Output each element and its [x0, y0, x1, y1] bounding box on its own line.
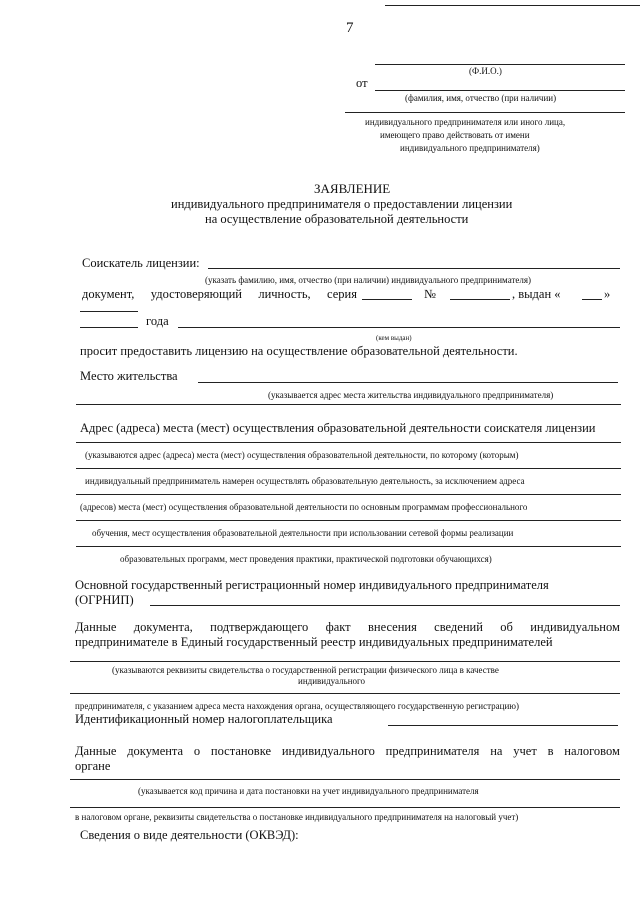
registry-word: внесения — [368, 620, 417, 634]
issuer-field[interactable] — [178, 327, 620, 328]
document-row — [82, 287, 357, 302]
issuer-hint: (кем выдан) — [376, 334, 412, 342]
fio-label: (Ф.И.О.) — [469, 66, 502, 76]
registry-word: факт — [325, 620, 351, 634]
fullname-line-2[interactable] — [345, 112, 625, 113]
tax-hint-2: в налоговом органе, реквизиты свидетельства о постановке индивидуального предпринимателя на налоговый учет) — [75, 812, 519, 822]
tax-word: в — [547, 744, 554, 758]
address-hint-2: индивидуальный предприниматель намерен осуществлять образовательную деятельность, за исключением адреса — [85, 476, 525, 486]
inn-field[interactable] — [388, 725, 618, 726]
residence-label: Место жительства — [80, 369, 178, 383]
ogrnip-abbr: (ОГРНИП) — [75, 593, 134, 607]
number-sign: № — [424, 287, 436, 301]
address-field-3[interactable] — [76, 494, 621, 495]
tax-label-row — [75, 744, 620, 759]
registry-word: индивидуальном — [530, 620, 620, 634]
year-label: года — [146, 314, 169, 328]
header-hint-3: индивидуального предпринимателя) — [400, 143, 540, 153]
title-line-1: индивидуального предпринимателя о предоставлении лицензии — [171, 197, 513, 211]
registry-hint-3: предпринимателя, с указанием адреса места нахождения органа, осуществляющего государственную регистрацию) — [75, 701, 519, 711]
doc-word: документ, — [82, 287, 135, 301]
tax-word: на — [490, 744, 503, 758]
ogrnip-label: Основной государственный регистрационный номер индивидуального предпринимателя — [75, 578, 549, 592]
doc-word: удостоверяющий — [150, 287, 242, 301]
applicant-name-field[interactable] — [208, 268, 620, 269]
address-hint-3: (адресов) места (мест) осуществления образовательной деятельности по основным программам профессионального — [80, 502, 528, 512]
doc-word: серия — [327, 287, 357, 301]
tax-word: Данные — [75, 744, 117, 758]
ot-label: от — [356, 76, 368, 90]
address-hint-1: (указываются адрес (адреса) места (мест) осуществления образовательной деятельности, по которому (которым) — [85, 450, 519, 460]
registry-word: Данные — [75, 620, 117, 634]
issue-year-field[interactable] — [80, 327, 138, 328]
address-hint-4: обучения, мест осуществления образовательной деятельности при использовании сетевой формы реализации — [92, 528, 514, 538]
address-label: Адрес (адреса) места (мест) осуществления образовательной деятельности соискателя лицензии — [80, 421, 596, 435]
number-field[interactable] — [450, 299, 510, 300]
title-line-2: на осуществление образовательной деятельности — [205, 212, 469, 226]
registry-word: сведений — [434, 620, 483, 634]
tax-hint-1: (указывается код причина и дата постановки на учет индивидуального предпринимателя — [138, 786, 479, 796]
tax-word: учет — [513, 744, 537, 758]
address-field-2[interactable] — [76, 468, 621, 469]
inn-label: Идентификационный номер налогоплательщика — [75, 712, 333, 726]
address-hint-5: образовательных программ, мест проведения практики, практической подготовки обучающихся) — [120, 554, 492, 564]
applicant-label: Соискатель лицензии: — [82, 256, 200, 270]
tax-word: документа — [127, 744, 184, 758]
request-text: просит предоставить лицензию на осуществление образовательной деятельности. — [80, 344, 518, 358]
tax-label-2: органе — [75, 759, 111, 773]
applicant-hint: (указать фамилию, имя, отчество (при наличии) индивидуального предпринимателя) — [205, 275, 532, 285]
header-hint-1: индивидуального предпринимателя или иного лица, — [365, 117, 566, 127]
quote-close: » — [604, 287, 611, 301]
residence-field[interactable] — [198, 382, 618, 383]
tax-word: предпринимателя — [385, 744, 480, 758]
page-number: 7 — [346, 20, 354, 36]
registry-label-row — [75, 620, 620, 635]
top-border-line — [385, 5, 640, 6]
address-field-1[interactable] — [76, 442, 621, 443]
tax-word: налоговом — [564, 744, 620, 758]
tax-field-2[interactable] — [70, 807, 620, 808]
registry-label-2: предпринимателе в Единый государственный реестр индивидуальных предпринимателей — [75, 635, 553, 649]
registry-word: подтверждающего — [210, 620, 309, 634]
tax-word: постановке — [210, 744, 272, 758]
issue-day-field[interactable] — [582, 299, 602, 300]
registry-field-1[interactable] — [70, 661, 620, 662]
fullname-line[interactable] — [375, 90, 625, 91]
registry-word: документа, — [133, 620, 193, 634]
tax-field-1[interactable] — [70, 779, 620, 780]
registry-hint-2: индивидуального — [298, 676, 366, 686]
address-field-4[interactable] — [76, 520, 621, 521]
tax-word: индивидуального — [281, 744, 375, 758]
registry-hint-1: (указываются реквизиты свидетельства о государственной регистрации физического лица в качестве — [112, 665, 499, 675]
ogrnip-field[interactable] — [150, 605, 620, 606]
fullname-hint: (фамилия, имя, отчество (при наличии) — [405, 93, 557, 103]
issue-month-field[interactable] — [80, 311, 138, 312]
address-field-5[interactable] — [76, 546, 621, 547]
series-field[interactable] — [362, 299, 412, 300]
residence-field-2[interactable] — [76, 404, 621, 405]
tax-word: о — [193, 744, 201, 758]
registry-field-2[interactable] — [70, 693, 620, 694]
residence-hint: (указывается адрес места жительства индивидуального предпринимателя) — [268, 390, 554, 400]
registry-word: об — [500, 620, 513, 634]
header-hint-2: имеющего право действовать от имени — [380, 130, 530, 140]
document-title: ЗАЯВЛЕНИЕ — [314, 181, 391, 196]
okved-label: Сведения о виде деятельности (ОКВЭД): — [80, 828, 299, 842]
fio-line[interactable] — [375, 64, 625, 65]
doc-word: личность, — [258, 287, 311, 301]
issued-label: , выдан « — [512, 287, 561, 301]
